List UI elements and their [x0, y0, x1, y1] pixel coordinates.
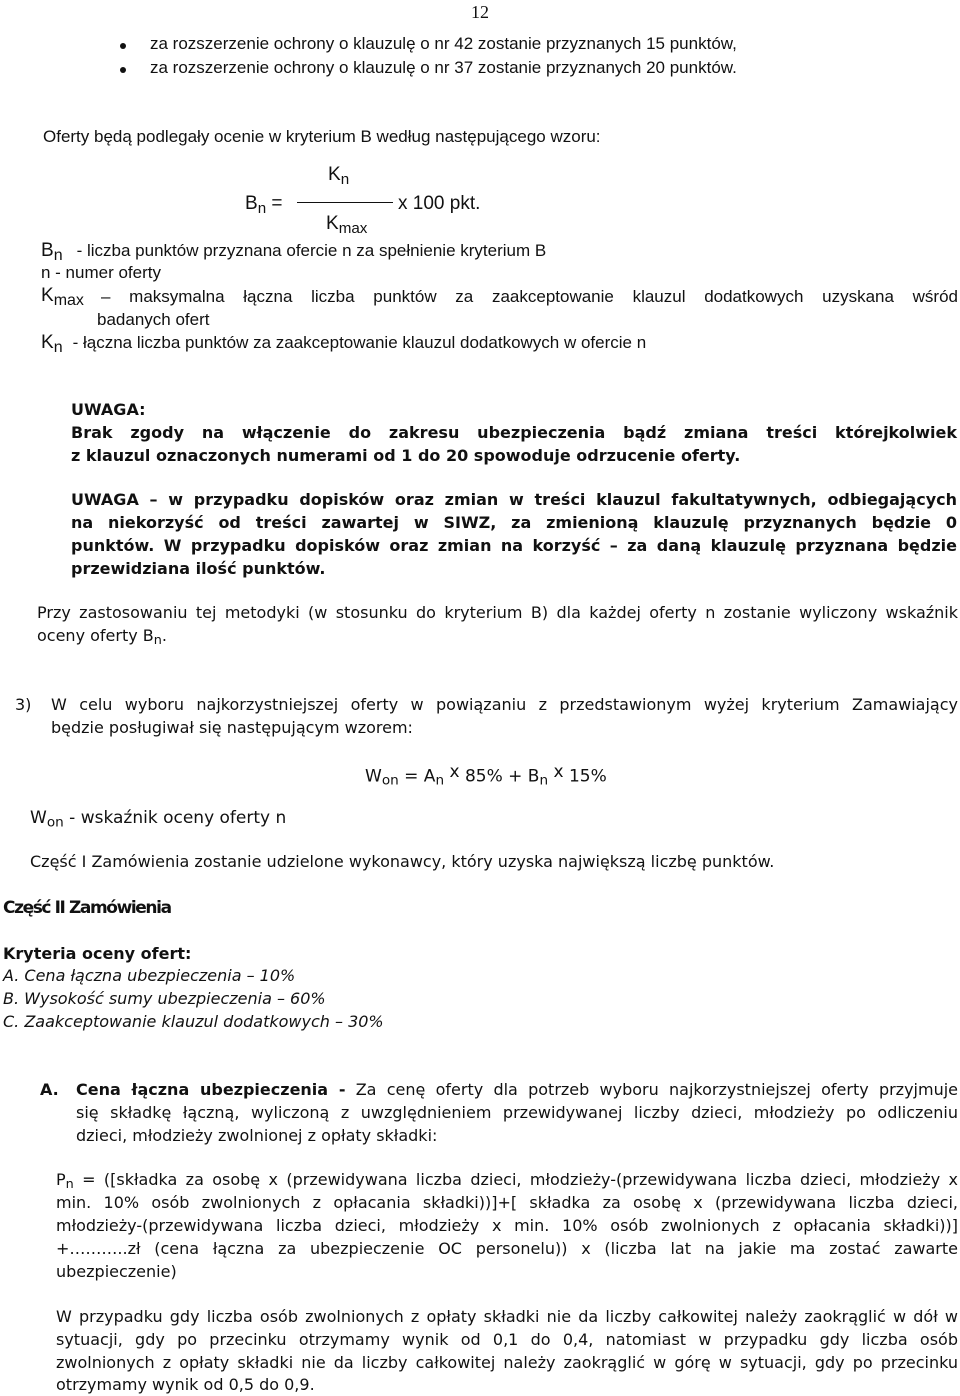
formula-numerator: $K_n$: [328, 164, 350, 188]
section-line: się składkę łączną, wyliczoną z uwzględnieniem przewidywanej liczby dzieci, młodzieży po odliczeniu: [76, 1103, 958, 1122]
def-kmax-text: – maksymalna łączna liczba punktów za zaakceptowanie klauzul dodatkowych uzyskana wśród: [101, 287, 958, 306]
part2-heading: Część II Zamówienia: [3, 898, 171, 918]
section-line: Cena łączna ubezpieczenia - Za cenę oferty dla potrzeb wyboru najkorzystniejszej oferty przyjmuje: [76, 1080, 959, 1099]
section-line: dzieci, młodzieży zwolnionej z opłaty składki:: [76, 1126, 438, 1145]
warning-line: z klauzul oznaczonych numerami od 1 do 20 spowoduje odrzucenie oferty.: [71, 446, 741, 465]
formula-p-line: młodzieży-(przewidywana liczba dzieci, młodzieży x min. 10% osób zwolnionych z opłacania składki))]: [56, 1216, 958, 1235]
page-number: 12: [471, 2, 489, 22]
warning-line: punktów. W przypadku dopisków oraz zmian na korzyść – za daną klauzulę przyznana będzie: [71, 536, 957, 555]
rounding-line: sytuacji, gdy po przecinku otrzymamy wynik od 0,1 do 0,4, natomiast w przypadku gdy liczba osób: [56, 1330, 958, 1349]
bullet-dot: [120, 43, 126, 49]
bullet-item: za rozszerzenie ochrony o klauzulę o nr 42 zostanie przyznanych 15 punktów,: [150, 34, 737, 53]
part1-award: Część I Zamówienia zostanie udzielone wykonawcy, który uzyska największą liczbę punktów.: [30, 852, 775, 871]
formula-denominator: $K_{max}$: [326, 213, 368, 237]
criteria-item: A. Cena łączna ubezpieczenia – 10%: [3, 966, 296, 985]
formula-w: $W_{on} = A_n$ x $85\% + B_n$ x 15%: [365, 762, 607, 789]
methodology-line: Przy zastosowaniu tej metodyki (w stosunku do kryterium B) dla każdej oferty n zostanie wyliczony wskaźnik: [37, 603, 958, 622]
criterion-b-intro: Oferty będą podlegały ocenie w kryterium B według następującego wzoru:: [43, 127, 601, 146]
rounding-line: W przypadku gdy liczba osób zwolnionych z opłaty składki nie da liczby całkowitej należy zaokrąglić w dół w: [56, 1307, 958, 1326]
bullet-dot: [120, 67, 126, 73]
w-definition: $W_{on}$ - wskaźnik oceny oferty n: [30, 808, 287, 831]
item-line: W celu wyboru najkorzystniejszej oferty w powiązaniu z przedstawionym wyżej kryterium Zamawiający: [51, 695, 958, 714]
item-line: będzie posługiwał się następującym wzorem:: [51, 718, 413, 737]
def-kmax-symbol: $K_{max}$: [41, 285, 84, 309]
warning-line: przewidziana ilość punktów.: [71, 559, 326, 578]
warning-title: UWAGA:: [71, 400, 146, 419]
criteria-item: B. Wysokość sumy ubezpieczenia – 60%: [3, 989, 326, 1008]
formula-lhs: $B_n$ =: [245, 193, 283, 217]
def-bn: Bn - liczba punktów przyznana ofercie n za spełnienie kryterium B: [41, 240, 547, 264]
criteria-item: C. Zaakceptowanie klauzul dodatkowych – 30%: [3, 1012, 384, 1031]
fraction-line: [297, 202, 393, 203]
formula-times: x 100 pkt.: [398, 193, 481, 214]
warning-line: Brak zgody na włączenie do zakresu ubezpieczenia bądź zmiana treści którejkolwiek: [71, 423, 957, 442]
formula-p-line: ubezpieczenie): [56, 1262, 177, 1281]
rounding-line: zwolnionych z opłaty składki nie da liczby całkowitej należy zaokrąglić w górę w sytuacji, gdy po przecinku: [56, 1353, 958, 1372]
def-kn: Kn - łączna liczba punktów za zaakceptowanie klauzul dodatkowych w ofercie n: [41, 332, 647, 356]
warning-line: na niekorzyść od treści zawartej w SIWZ, za zmienioną klauzulę przyznanych będzie 0: [71, 513, 957, 532]
methodology-line: oceny oferty $B_n$.: [37, 626, 167, 649]
section-letter: A.: [40, 1080, 59, 1099]
item-number: 3): [15, 695, 32, 714]
warning-line: UWAGA – w przypadku dopisków oraz zmian w treści klauzul fakultatywnych, odbiegających: [71, 490, 957, 509]
formula-p-line: min. 10% osób zwolnionych z opłacania składki))]+[ składka za osobę x (przewidywana liczba dzieci,: [56, 1193, 958, 1212]
criteria-title: Kryteria oceny ofert:: [3, 944, 192, 963]
formula-p-line: +………..zł (cena łączna za ubezpieczenie OC personelu)) x (liczba lat na jakie ma zostać zawarte: [56, 1239, 958, 1258]
rounding-line: otrzymamy wynik od 0,5 do 0,9.: [56, 1375, 315, 1394]
def-n: n - numer oferty: [41, 263, 161, 282]
bullet-item: za rozszerzenie ochrony o klauzulę o nr 37 zostanie przyznanych 20 punktów.: [150, 58, 737, 77]
def-kmax-text-cont: badanych ofert: [97, 310, 210, 329]
formula-p-line: $P_n$ = ([składka za osobę x (przewidywana liczba dzieci, młodzieży-(przewidywana liczba dzieci, młodzieży x: [56, 1170, 958, 1193]
